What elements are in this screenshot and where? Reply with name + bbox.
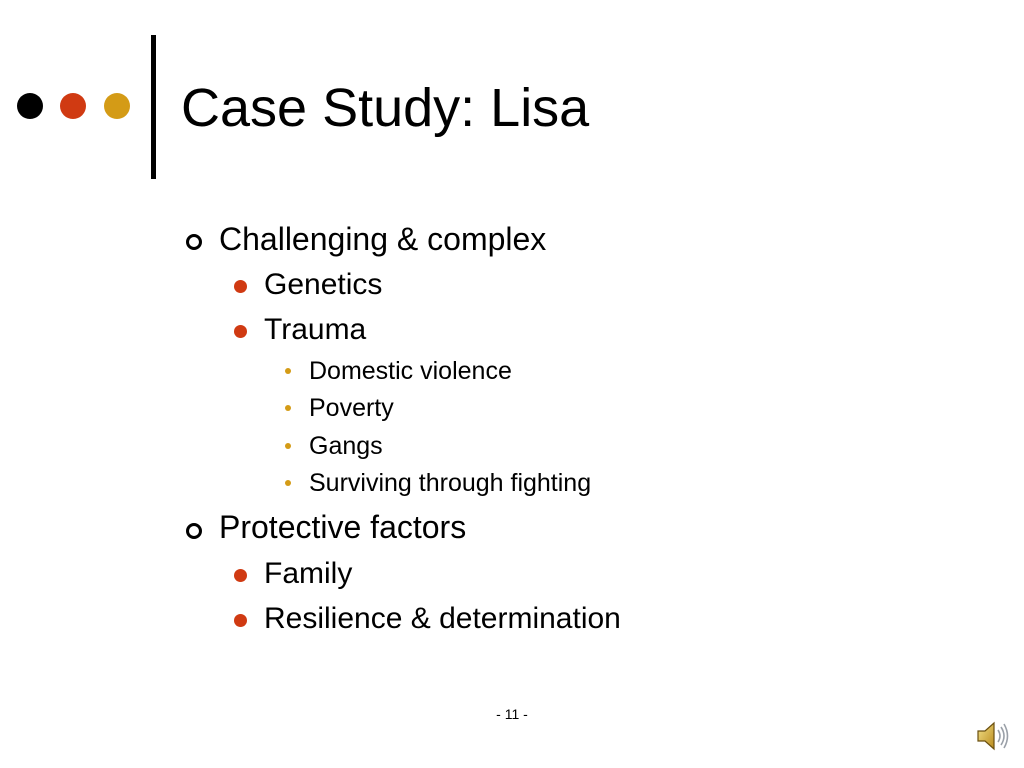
speaker-audio-icon-graphic bbox=[975, 718, 1011, 754]
hollow-bullet-icon bbox=[186, 523, 202, 539]
bullet-item-level3: Surviving through fighting bbox=[309, 469, 592, 497]
bullet-item-level1: Protective factors bbox=[219, 509, 467, 545]
bullet-item-level3: Domestic violence bbox=[309, 357, 512, 385]
gold-bullet-icon bbox=[285, 443, 291, 449]
bullet-item-level3: Poverty bbox=[309, 394, 394, 422]
red-bullet-icon bbox=[234, 614, 247, 627]
speaker-audio-icon[interactable] bbox=[975, 718, 1011, 754]
hollow-bullet-icon bbox=[186, 234, 202, 250]
red-bullet-icon bbox=[234, 280, 247, 293]
red-bullet-icon bbox=[234, 569, 247, 582]
gold-bullet-icon bbox=[285, 368, 291, 374]
slide-title: Case Study: Lisa bbox=[181, 78, 590, 138]
gold-bullet-icon bbox=[285, 405, 291, 411]
bullet-item-level2: Resilience & determination bbox=[264, 602, 621, 635]
red-bullet-icon bbox=[234, 325, 247, 338]
page-number: - 11 - bbox=[496, 706, 528, 722]
bullet-item-level2: Trauma bbox=[264, 313, 367, 346]
bullet-item-level2: Genetics bbox=[264, 268, 383, 301]
bullet-item-level1: Challenging & complex bbox=[219, 221, 547, 257]
bullet-item-level2: Family bbox=[264, 557, 353, 590]
gold-bullet-icon bbox=[285, 480, 291, 486]
bullet-item-level3: Gangs bbox=[309, 432, 383, 460]
